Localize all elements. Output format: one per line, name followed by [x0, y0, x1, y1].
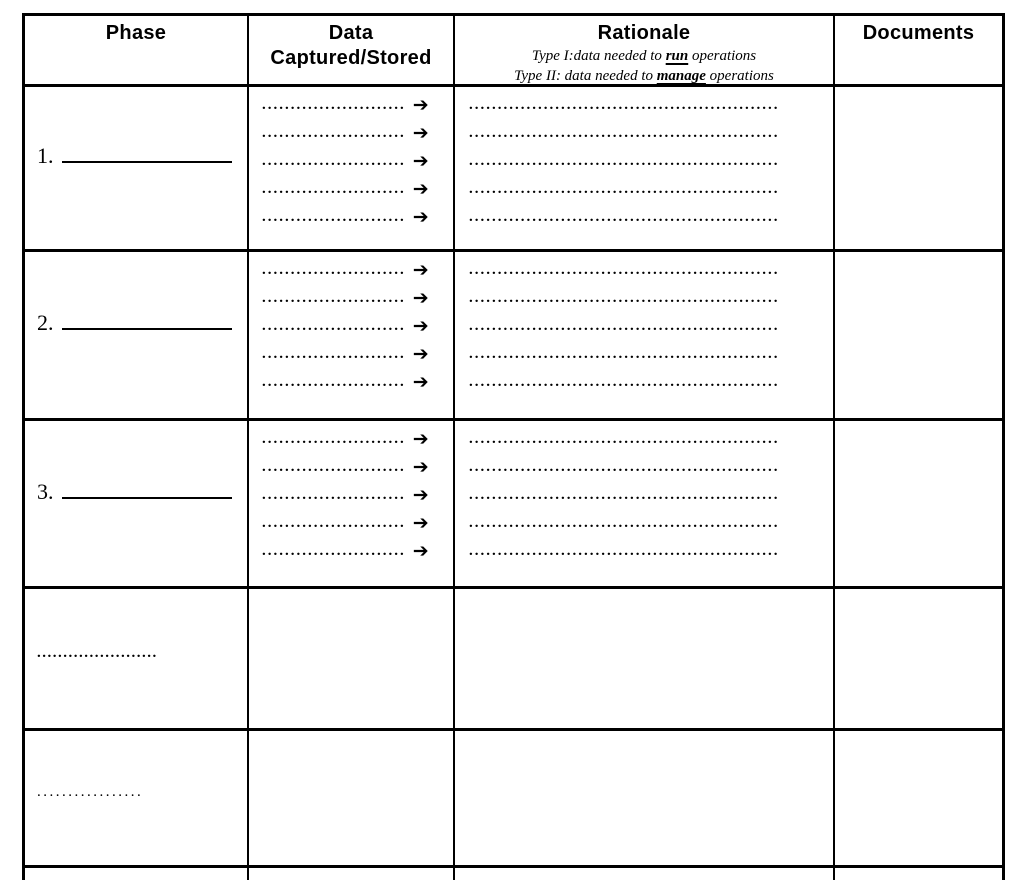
dotted-leader-line — [469, 175, 833, 203]
phase-number: 1. — [37, 143, 54, 168]
right-arrow-icon: ➔ — [412, 94, 429, 116]
dotted-leader: ....................... — [37, 644, 158, 661]
dotted-leader: ...................................................... — [469, 318, 780, 334]
phase-entry — [37, 310, 232, 336]
dotted-leader-line — [469, 119, 833, 147]
dotted-leader-line — [262, 537, 453, 565]
dotted-leader: ...................................................... — [469, 515, 780, 531]
dotted-leader-line — [262, 481, 453, 509]
dotted-leader: ...................................................... — [469, 209, 780, 225]
right-arrow-icon: ➔ — [412, 315, 429, 337]
dotted-leader-line — [262, 509, 453, 537]
dotted-leader: ...................................................... — [469, 374, 780, 390]
header-rationale — [455, 16, 835, 87]
right-arrow-icon: ➔ — [412, 484, 429, 506]
header-data-label-line1: Data — [328, 22, 374, 44]
dotted-leader: ...................................................... — [469, 262, 780, 278]
documents-cell-5 — [835, 731, 1002, 868]
dotted-leader-line — [262, 203, 453, 231]
rationale-subtitle-type2 — [455, 66, 833, 86]
dotted-leader: ...................................................... — [469, 181, 780, 197]
phase-entry — [37, 783, 143, 801]
subtitle-emphasis: run — [665, 48, 689, 64]
dotted-leader: ......................... — [262, 181, 406, 197]
right-arrow-icon: ➔ — [412, 428, 429, 450]
header-data-label-line2: Captured/Stored — [270, 47, 432, 69]
right-arrow-icon: ➔ — [412, 178, 429, 200]
dotted-leader: ......................... — [262, 318, 406, 334]
dotted-leader: ...................................................... — [469, 487, 780, 503]
phase-cell-5 — [25, 731, 249, 868]
subtitle-text: Type II: data needed to — [514, 68, 657, 84]
right-arrow-icon: ➔ — [412, 343, 429, 365]
dotted-leader-line — [469, 256, 833, 284]
dotted-leader-line — [469, 453, 833, 481]
rationale-subtitle-type1 — [455, 46, 833, 66]
phase-cell-1 — [25, 87, 249, 252]
right-arrow-icon: ➔ — [412, 540, 429, 562]
right-arrow-icon: ➔ — [412, 206, 429, 228]
header-documents-label: Documents — [862, 22, 975, 44]
documents-cell-1 — [835, 87, 1002, 252]
dotted-leader: ......................... — [262, 543, 406, 559]
dotted-leader-line — [262, 340, 453, 368]
rationale-cell-2 — [455, 252, 835, 421]
dotted-leader-line — [262, 119, 453, 147]
phase-cell-6 — [25, 868, 249, 880]
dotted-leader: ...................................................... — [469, 543, 780, 559]
dotted-leader: ......................... — [262, 459, 406, 475]
dotted-leader: ...................................................... — [469, 290, 780, 306]
dotted-leader: ................. — [37, 784, 144, 800]
dotted-leader-line — [262, 91, 453, 119]
dotted-leader-line — [262, 312, 453, 340]
dotted-leader-line — [469, 509, 833, 537]
dotted-leader-line — [469, 425, 833, 453]
dotted-leader-line — [469, 91, 833, 119]
dotted-leader: ...................................................... — [469, 431, 780, 447]
documents-cell-2 — [835, 252, 1002, 421]
dotted-leader-line — [469, 537, 833, 565]
documents-cell-3 — [835, 421, 1002, 589]
dotted-leader: ......................... — [262, 515, 406, 531]
dotted-leader-line — [262, 368, 453, 396]
dotted-leader-line — [469, 312, 833, 340]
dotted-leader: ......................... — [262, 153, 406, 169]
documents-cell-6 — [835, 868, 1002, 880]
dotted-leader: ......................... — [262, 374, 406, 390]
dotted-leader: ......................... — [262, 262, 406, 278]
dotted-leader: ...................................................... — [469, 459, 780, 475]
dotted-leader: ...................................................... — [469, 346, 780, 362]
rationale-cell-5 — [455, 731, 835, 868]
rationale-cell-6 — [455, 868, 835, 880]
dotted-leader-line — [262, 175, 453, 203]
header-phase-label: Phase — [105, 22, 167, 44]
dotted-leader: ......................... — [262, 125, 406, 141]
dotted-leader-line — [262, 147, 453, 175]
phase-blank-line — [62, 497, 232, 499]
right-arrow-icon: ➔ — [412, 150, 429, 172]
phase-entry — [37, 644, 158, 662]
header-phase — [25, 16, 249, 87]
rationale-cell-4 — [455, 589, 835, 731]
dotted-leader: ......................... — [262, 290, 406, 306]
phase-blank-line — [62, 161, 232, 163]
dotted-leader: ...................................................... — [469, 153, 780, 169]
dotted-leader: ......................... — [262, 209, 406, 225]
phase-data-table — [22, 13, 1005, 880]
subtitle-emphasis: manage — [656, 68, 706, 84]
header-rationale-label: Rationale — [597, 22, 691, 44]
phase-number: 2. — [37, 310, 54, 335]
data-captured-cell-6 — [249, 868, 455, 880]
dotted-leader-line — [469, 481, 833, 509]
dotted-leader: ...................................................... — [469, 125, 780, 141]
dotted-leader: ......................... — [262, 431, 406, 447]
data-captured-cell-4 — [249, 589, 455, 731]
dotted-leader: ......................... — [262, 487, 406, 503]
data-captured-cell-3 — [249, 421, 455, 589]
subtitle-text: operations — [688, 48, 757, 64]
dotted-leader-line — [469, 340, 833, 368]
dotted-leader-line — [262, 284, 453, 312]
subtitle-text: Type I:data needed to — [531, 48, 666, 64]
phase-entry — [37, 479, 232, 505]
phase-number: 3. — [37, 478, 54, 504]
subtitle-text: operations — [705, 68, 774, 84]
phase-cell-2 — [25, 252, 249, 421]
phase-entry — [37, 143, 232, 169]
right-arrow-icon: ➔ — [412, 371, 429, 393]
data-captured-cell-5 — [249, 731, 455, 868]
data-captured-cell-1 — [249, 87, 455, 252]
dotted-leader-line — [469, 368, 833, 396]
dotted-leader-line — [469, 147, 833, 175]
dotted-leader: ......................... — [262, 346, 406, 362]
dotted-leader-line — [262, 425, 453, 453]
right-arrow-icon: ➔ — [412, 456, 429, 478]
dotted-leader-line — [469, 203, 833, 231]
phase-blank-line — [62, 328, 232, 330]
documents-cell-4 — [835, 589, 1002, 731]
dotted-leader-line — [262, 453, 453, 481]
dotted-leader-line — [469, 284, 833, 312]
header-documents — [835, 16, 1002, 87]
data-captured-cell-2 — [249, 252, 455, 421]
dotted-leader-line — [262, 256, 453, 284]
right-arrow-icon: ➔ — [412, 122, 429, 144]
dotted-leader: ...................................................... — [469, 97, 780, 113]
rationale-cell-1 — [455, 87, 835, 252]
dotted-leader: ......................... — [262, 97, 406, 113]
header-data-captured — [249, 16, 455, 87]
right-arrow-icon: ➔ — [412, 259, 429, 281]
right-arrow-icon: ➔ — [412, 287, 429, 309]
phase-cell-4 — [25, 589, 249, 731]
right-arrow-icon: ➔ — [412, 512, 429, 534]
phase-cell-3 — [25, 421, 249, 589]
rationale-cell-3 — [455, 421, 835, 589]
